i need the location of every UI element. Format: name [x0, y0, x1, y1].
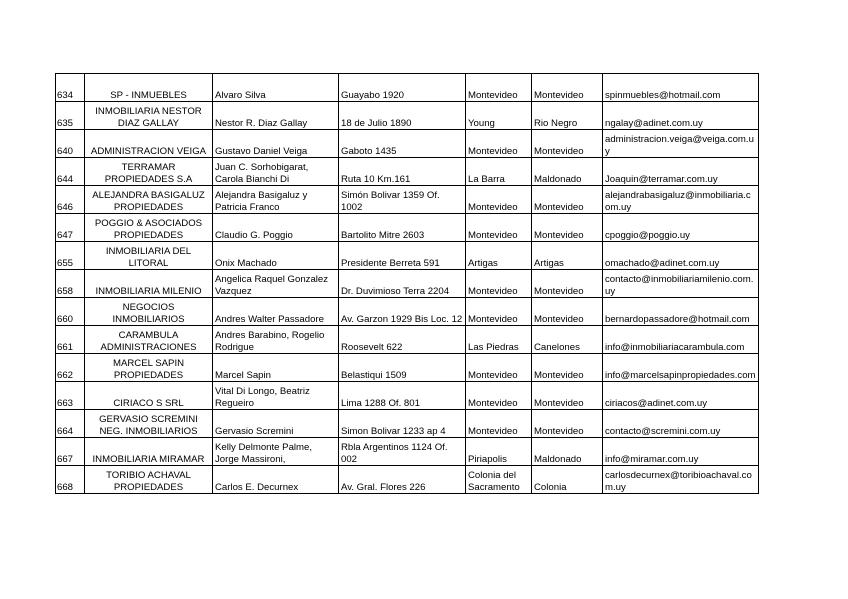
department-cell: Maldonado — [532, 158, 603, 186]
department-cell: Montevideo — [532, 354, 603, 382]
company-name-cell: TORIBIO ACHAVAL PROPIEDADES — [85, 466, 213, 494]
city-cell: Montevideo — [466, 382, 532, 410]
city-cell: La Barra — [466, 158, 532, 186]
contact-person-cell: Alejandra Basigaluz y Patricia Franco — [213, 186, 339, 214]
email-address-cell: contacto@scremini.com.uy — [603, 410, 759, 438]
address-cell: Dr. Duvimioso Terra 2204 — [339, 270, 466, 298]
email-address-cell: bernardopassadore@hotmail.com — [603, 298, 759, 326]
row-number-cell: 662 — [56, 354, 85, 382]
address-cell: Simón Bolivar 1359 Of. 1002 — [339, 186, 466, 214]
address-cell: Ruta 10 Km.161 — [339, 158, 466, 186]
row-number-cell: 663 — [56, 382, 85, 410]
table-row — [56, 298, 759, 326]
table-row — [56, 354, 759, 382]
real-estate-table — [55, 73, 759, 494]
address-cell: Lima 1288 Of. 801 — [339, 382, 466, 410]
address-cell: 18 de Julio 1890 — [339, 102, 466, 130]
company-name-cell: ADMINISTRACION VEIGA — [85, 130, 213, 158]
email-address-cell: omachado@adinet.com.uy — [603, 242, 759, 270]
row-number-cell: 667 — [56, 438, 85, 466]
address-cell: Rbla Argentinos 1124 Of. 002 — [339, 438, 466, 466]
contact-person-cell: Angelica Raquel Gonzalez Vazquez — [213, 270, 339, 298]
row-number-cell: 668 — [56, 466, 85, 494]
email-address-cell: alejandrabasigaluz@inmobiliaria.com.uy — [603, 186, 759, 214]
department-cell: Artigas — [532, 242, 603, 270]
row-number-cell: 646 — [56, 186, 85, 214]
address-cell: Bartolito Mitre 2603 — [339, 214, 466, 242]
table-body — [56, 74, 759, 494]
address-cell: Belastiqui 1509 — [339, 354, 466, 382]
table-row — [56, 158, 759, 186]
row-number-cell: 664 — [56, 410, 85, 438]
department-cell: Montevideo — [532, 186, 603, 214]
city-cell: Piriapolis — [466, 438, 532, 466]
company-name-cell: SP - INMUEBLES — [85, 74, 213, 102]
address-cell: Gaboto 1435 — [339, 130, 466, 158]
table-row — [56, 270, 759, 298]
table-row — [56, 382, 759, 410]
contact-person-cell: Juan C. Sorhobigarat, Carola Bianchi Di — [213, 158, 339, 186]
table-row — [56, 102, 759, 130]
email-address-cell: spinmuebles@hotmail.com — [603, 74, 759, 102]
table-row — [56, 74, 759, 102]
contact-person-cell: Kelly Delmonte Palme, Jorge Massironi, — [213, 438, 339, 466]
department-cell: Montevideo — [532, 74, 603, 102]
email-address-cell: ngalay@adinet.com.uy — [603, 102, 759, 130]
row-number-cell: 644 — [56, 158, 85, 186]
company-name-cell: NEGOCIOS INMOBILIARIOS — [85, 298, 213, 326]
email-address-cell: info@marcelsapinpropiedades.com — [603, 354, 759, 382]
company-name-cell: TERRAMAR PROPIEDADES S.A — [85, 158, 213, 186]
city-cell: Montevideo — [466, 410, 532, 438]
company-name-cell: CARAMBULA ADMINISTRACIONES — [85, 326, 213, 354]
email-address-cell: carlosdecurnex@toribioachaval.com.uy — [603, 466, 759, 494]
table-row — [56, 438, 759, 466]
department-cell: Montevideo — [532, 130, 603, 158]
company-name-cell: INMOBILIARIA DEL LITORAL — [85, 242, 213, 270]
row-number-cell: 634 — [56, 74, 85, 102]
contact-person-cell: Alvaro Silva — [213, 74, 339, 102]
department-cell: Montevideo — [532, 214, 603, 242]
city-cell: Montevideo — [466, 186, 532, 214]
address-cell: Roosevelt 622 — [339, 326, 466, 354]
table-row — [56, 186, 759, 214]
company-name-cell: INMOBILIARIA NESTOR DIAZ GALLAY — [85, 102, 213, 130]
row-number-cell: 635 — [56, 102, 85, 130]
department-cell: Rio Negro — [532, 102, 603, 130]
city-cell: Artigas — [466, 242, 532, 270]
company-name-cell: GERVASIO SCREMINI NEG. INMOBILIARIOS — [85, 410, 213, 438]
table-row — [56, 410, 759, 438]
company-name-cell: POGGIO & ASOCIADOS PROPIEDADES — [85, 214, 213, 242]
address-cell: Av. Garzon 1929 Bis Loc. 12 — [339, 298, 466, 326]
department-cell: Montevideo — [532, 410, 603, 438]
email-address-cell: info@inmobiliariacarambula.com — [603, 326, 759, 354]
city-cell: Young — [466, 102, 532, 130]
table-row — [56, 466, 759, 494]
email-address-cell: cpoggio@poggio.uy — [603, 214, 759, 242]
city-cell: Montevideo — [466, 74, 532, 102]
row-number-cell: 661 — [56, 326, 85, 354]
company-name-cell: ALEJANDRA BASIGALUZ PROPIEDADES — [85, 186, 213, 214]
contact-person-cell: Claudio G. Poggio — [213, 214, 339, 242]
department-cell: Montevideo — [532, 382, 603, 410]
contact-person-cell: Gervasio Scremini — [213, 410, 339, 438]
department-cell: Colonia — [532, 466, 603, 494]
email-address-cell: administracion.veiga@veiga.com.uy — [603, 130, 759, 158]
city-cell: Montevideo — [466, 270, 532, 298]
contact-person-cell: Vital Di Longo, Beatriz Regueiro — [213, 382, 339, 410]
city-cell: Las Piedras — [466, 326, 532, 354]
row-number-cell: 640 — [56, 130, 85, 158]
address-cell: Guayabo 1920 — [339, 74, 466, 102]
department-cell: Montevideo — [532, 298, 603, 326]
email-address-cell: info@miramar.com.uy — [603, 438, 759, 466]
city-cell: Colonia del Sacramento — [466, 466, 532, 494]
address-cell: Av. Gral. Flores 226 — [339, 466, 466, 494]
department-cell: Maldonado — [532, 438, 603, 466]
table-row — [56, 242, 759, 270]
email-address-cell: Joaquin@terramar.com.uy — [603, 158, 759, 186]
company-name-cell: INMOBILIARIA MILENIO — [85, 270, 213, 298]
contact-person-cell: Onix Machado — [213, 242, 339, 270]
email-address-cell: contacto@inmobiliariamilenio.com.uy — [603, 270, 759, 298]
row-number-cell: 655 — [56, 242, 85, 270]
email-address-cell: ciriacos@adinet.com.uy — [603, 382, 759, 410]
city-cell: Montevideo — [466, 298, 532, 326]
city-cell: Montevideo — [466, 214, 532, 242]
contact-person-cell: Andres Barabino, Rogelio Rodrigue — [213, 326, 339, 354]
table-row — [56, 326, 759, 354]
contact-person-cell: Carlos E. Decurnex — [213, 466, 339, 494]
company-name-cell: CIRIACO S SRL — [85, 382, 213, 410]
city-cell: Montevideo — [466, 354, 532, 382]
row-number-cell: 647 — [56, 214, 85, 242]
department-cell: Canelones — [532, 326, 603, 354]
company-name-cell: INMOBILIARIA MIRAMAR — [85, 438, 213, 466]
row-number-cell: 658 — [56, 270, 85, 298]
company-name-cell: MARCEL SAPIN PROPIEDADES — [85, 354, 213, 382]
contact-person-cell: Marcel Sapin — [213, 354, 339, 382]
address-cell: Presidente Berreta 591 — [339, 242, 466, 270]
contact-person-cell: Gustavo Daniel Veiga — [213, 130, 339, 158]
row-number-cell: 660 — [56, 298, 85, 326]
table-row — [56, 130, 759, 158]
address-cell: Simon Bolivar 1233 ap 4 — [339, 410, 466, 438]
contact-person-cell: Nestor R. Diaz Gallay — [213, 102, 339, 130]
city-cell: Montevideo — [466, 130, 532, 158]
department-cell: Montevideo — [532, 270, 603, 298]
contact-person-cell: Andres Walter Passadore — [213, 298, 339, 326]
table-row — [56, 214, 759, 242]
